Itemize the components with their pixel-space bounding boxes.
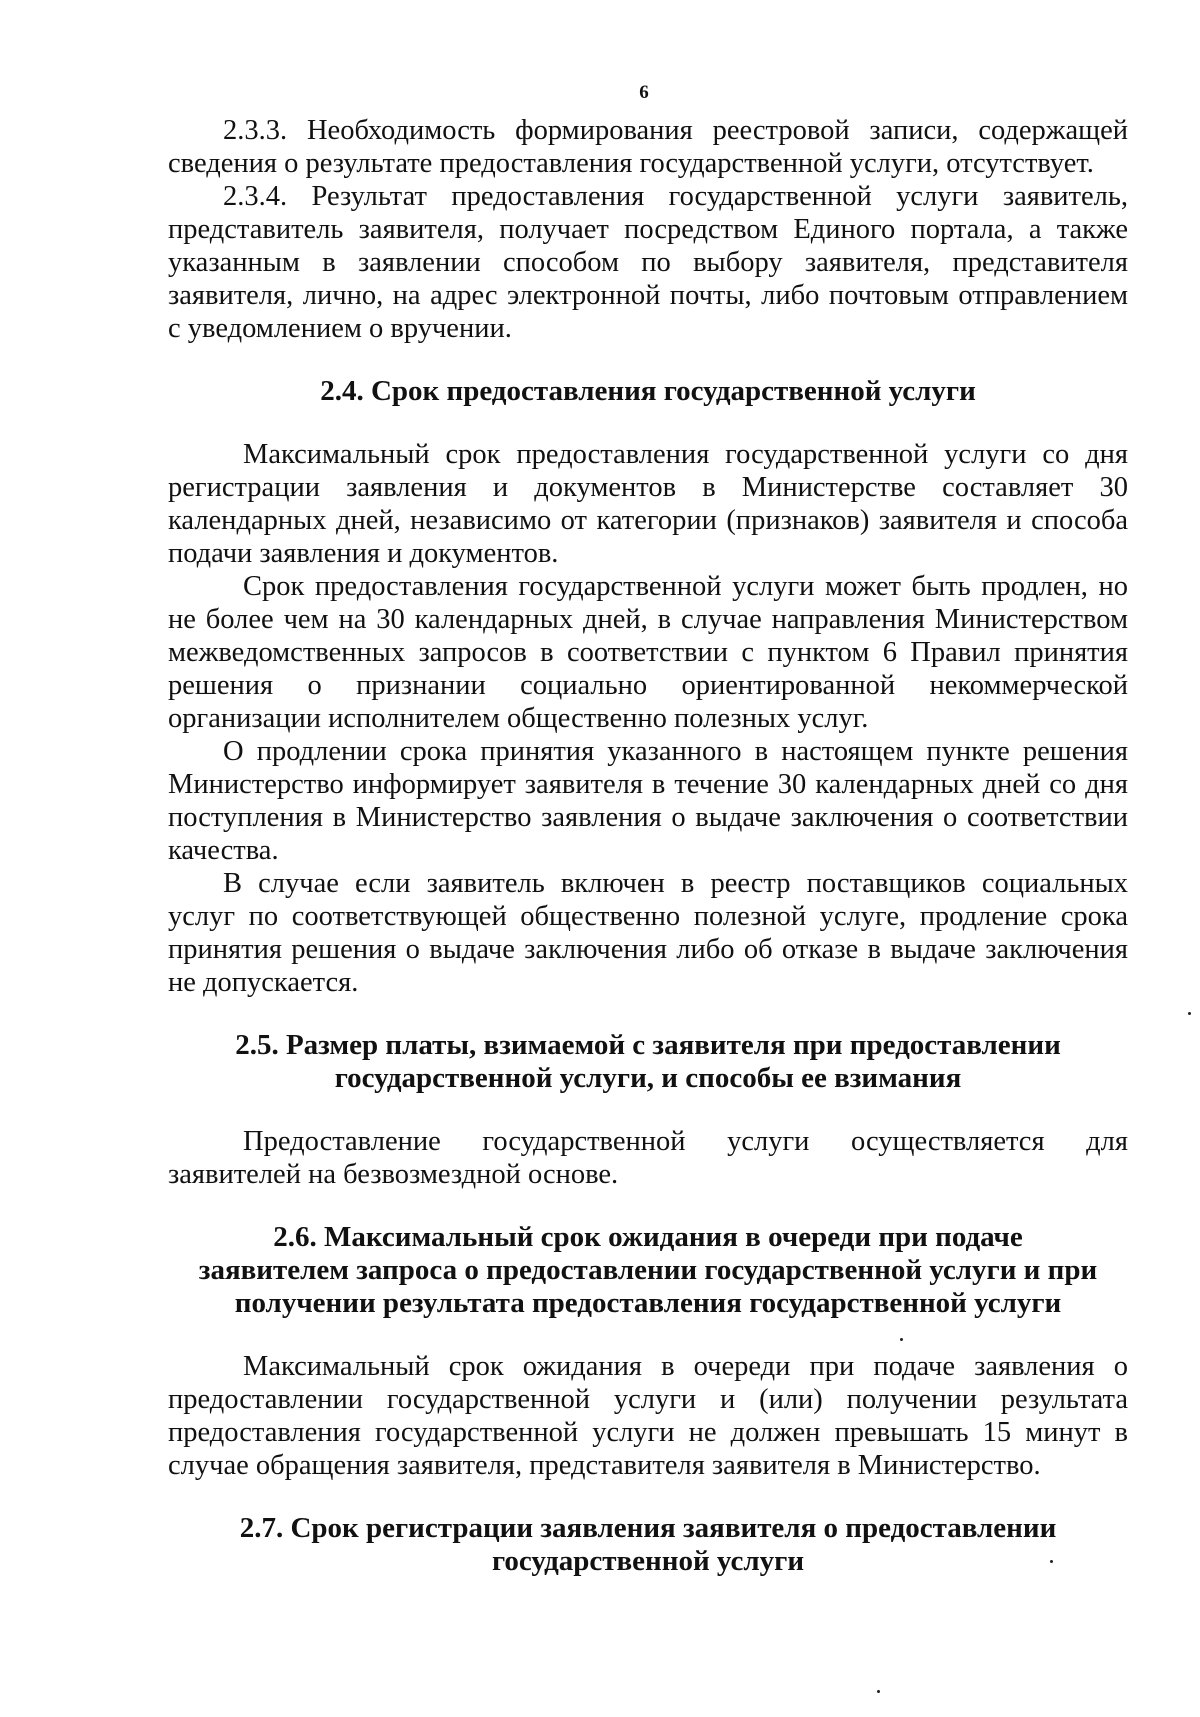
section-heading-2-4: 2.4. Срок предоставления государственной услуги: [320, 375, 976, 407]
scan-speck: [1050, 1560, 1053, 1563]
scan-speck: [900, 1338, 903, 1341]
paragraph-2-4-3: О продлении срока принятия указанного в настоящем пункте решения Министерство информирует заявителя в течение 30 календарных дней со дня поступления в Министерство заявления о выдаче заключения о соответствии качества.: [168, 736, 1128, 866]
paragraph-2-3-3: 2.3.3. Необходимость формирования реестровой записи, содержащей сведения о результате предоставления государственной услуги, отсутствует.: [168, 115, 1128, 179]
paragraph-2-4-1: Максимальный срок предоставления государственной услуги со дня регистрации заявления и документов в Министерстве составляет 30 календарных дней, независимо от категории (признаков) заявителя и способа подачи заявления и документов.: [168, 439, 1128, 569]
paragraph-2-6-1: Максимальный срок ожидания в очереди при подаче заявления о предоставлении государственной услуги и (или) получении результата предоставления государственной услуги не должен превышать 15 минут в случае обращения заявителя, представителя заявителя в Министерство.: [168, 1351, 1128, 1481]
paragraph-2-4-4: В случае если заявитель включен в реестр поставщиков социальных услуг по соответствующей общественно полезной услуге, продление срока принятия решения о выдаче заключения либо об отказе в выдаче заключения не допускается.: [168, 868, 1128, 998]
section-heading-2-5-line2: государственной услуги, и способы ее взимания: [334, 1062, 962, 1094]
document-body: [168, 114, 1128, 1578]
section-heading-2-5-line1: 2.5. Размер платы, взимаемой с заявителя при предоставлении: [235, 1029, 1061, 1061]
section-heading-2-6-line1: 2.6. Максимальный срок ожидания в очереди при подаче: [273, 1221, 1023, 1253]
section-heading-2-6: [168, 1221, 1128, 1320]
section-heading-2-7: [168, 1512, 1128, 1578]
section-heading-2-6-line2: заявителем запроса о предоставлении государственной услуги и при: [198, 1254, 1098, 1286]
paragraph-2-4-2: Срок предоставления государственной услуги может быть продлен, но не более чем на 30 календарных дней, в случае направления Министерством межведомственных запросов в соответствии с пунктом 6 Правил принятия решения о признании социально ориентированной некоммерческой организации исполнителем общественно полезных услуг.: [168, 571, 1128, 734]
section-heading-2-6-line3: получении результата предоставления государственной услуги: [234, 1287, 1062, 1319]
scan-speck: [1188, 1012, 1191, 1015]
section-heading-2-5: [168, 1029, 1128, 1095]
section-heading-2-7-line2: государственной услуги: [491, 1545, 805, 1577]
page-number: 6: [639, 82, 649, 103]
scan-speck: [877, 1690, 880, 1693]
paragraph-2-5-1: Предоставление государственной услуги осуществляется для заявителей на безвозмездной основе.: [168, 1126, 1128, 1190]
section-heading-2-7-line1: 2.7. Срок регистрации заявления заявителя о предоставлении: [239, 1512, 1057, 1544]
paragraph-2-3-4: 2.3.4. Результат предоставления государственной услуги заявитель, представитель заявителя, получает посредством Единого портала, а также указанным в заявлении способом по выбору заявителя, представителя заявителя, лично, на адрес электронной почты, либо почтовым отправлением с уведомлением о вручении.: [168, 181, 1128, 344]
